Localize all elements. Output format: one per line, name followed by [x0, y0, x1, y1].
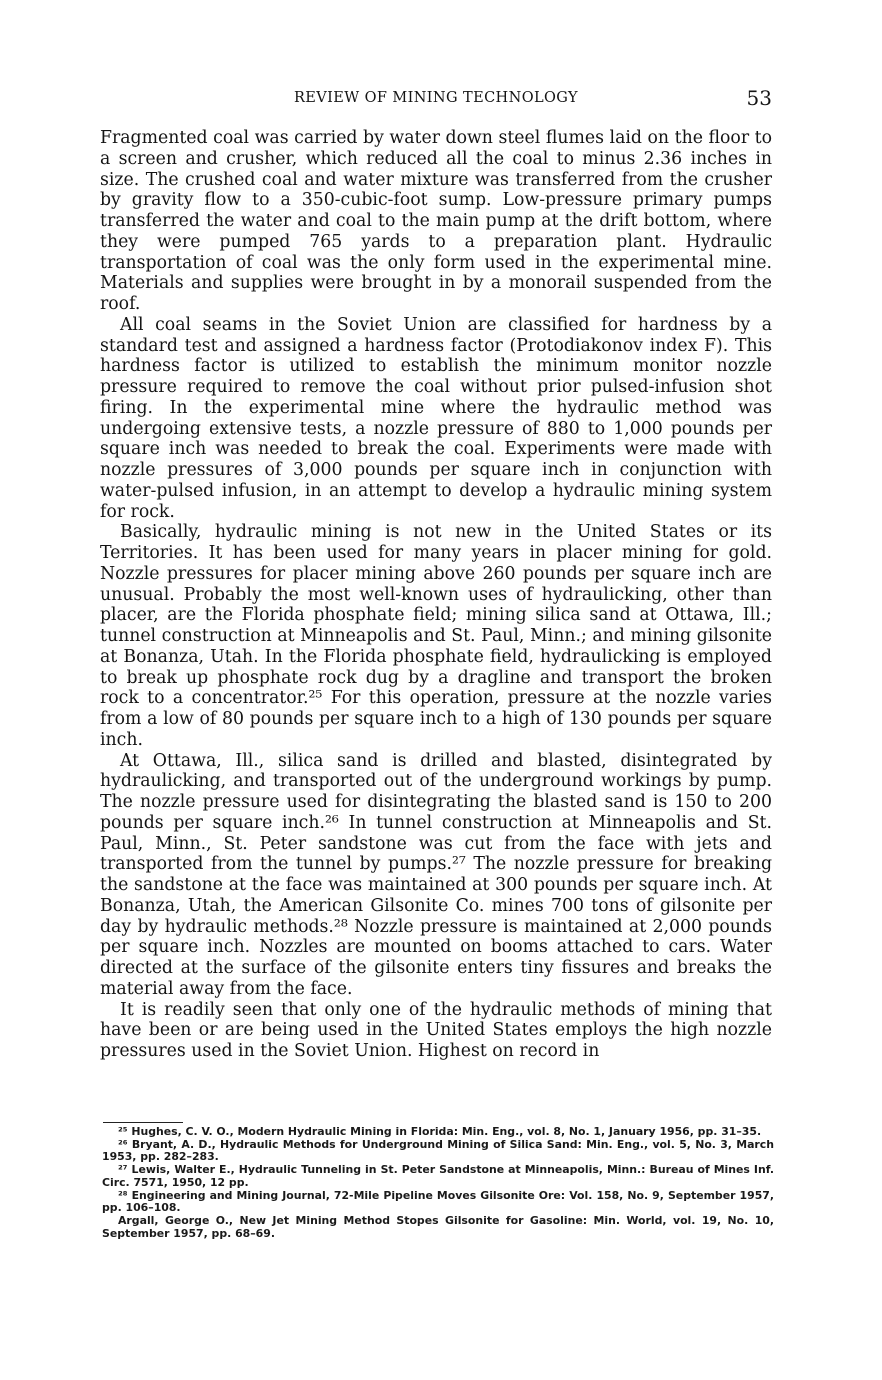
paragraph: Basically, hydraulic mining is not new in the United States or its Territories. It has been used for many years in placer mining for gold. Nozzle pressures for placer mining above 260 pounds per square inch are unusual. Probably the most well-known uses of hydraulicking, other than placer, are the Florida phosphate field; mining silica sand at Ottawa, Ill.; tunnel construction at Minneapolis and St. Paul, Minn.; and mining gilsonite at Bonanza, Utah. In the Florida phosphate field, hydraulicking is employed to break up phosphate rock dug by a dragline and transport the broken rock to a concentrator.²⁵ For this operation, pressure at the nozzle varies from a low of 80 pounds per square inch to a high of 130 pounds per square inch. — [100, 522, 772, 750]
paragraph: Fragmented coal was carried by water down steel flumes laid on the floor to a screen and crusher, which reduced all the coal to minus 2.36 inches in size. The crushed coal and water mixture was transferred from the crusher by gravity flow to a 350-cubic-foot sump. Low-pressure primary pumps transferred the water and coal to the main pump at the drift bottom, where they were pumped 765 yards to a preparation plant. Hydraulic transportation of coal was the only form used in the experimental mine. Materials and supplies were brought in by a monorail suspended from the roof. — [100, 128, 772, 314]
page-number: 53 — [746, 86, 772, 110]
footnote: ²⁶ Bryant, A. D., Hydraulic Methods for Underground Mining of Silica Sand: Min. Eng., vol. 5, No. 3, March 1953, pp. 282–283. — [102, 1137, 774, 1164]
footnote: ²⁵ Hughes, C. V. O., Modern Hydraulic Mining in Florida: Min. Eng., vol. 8, No. 1, January 1956, pp. 31–35. — [118, 1125, 762, 1138]
footnote: ²⁷ Lewis, Walter E., Hydraulic Tunneling in St. Peter Sandstone at Minneapolis, Minn.: Bureau of Mines Inf. Circ. 7571, 1950, 12 pp. — [102, 1163, 774, 1189]
body-text — [100, 128, 772, 1062]
footnote: ²⁸ Engineering and Mining Journal, 72-Mile Pipeline Moves Gilsonite Ore: Vol. 158, No. 9, September 1957, pp. 106–108. — [102, 1188, 774, 1215]
running-header — [100, 86, 772, 116]
footnote-divider — [103, 1122, 183, 1123]
running-title: REVIEW OF MINING TECHNOLOGY — [293, 90, 578, 106]
paragraph: All coal seams in the Soviet Union are classified for hardness by a standard test and assigned a hardness factor (Protodiakonov index F). This hardness factor is utilized to establish the minimum monitor nozzle pressure required to remove the coal without prior pulsed-infusion shot firing. In the experimental mine where the hydraulic method was undergoing extensive tests, a nozzle pressure of 880 to 1,000 pounds per square inch was needed to break the coal. Experiments were made with nozzle pressures of 3,000 pounds per square inch in conjunction with water-pulsed infusion, in an attempt to develop a hydraulic mining system for rock. — [100, 314, 772, 522]
footnotes — [102, 1126, 774, 1240]
paragraph: At Ottawa, Ill., silica sand is drilled and blasted, disintegrated by hydraulicking, and transported out of the underground workings by pump. The nozzle pressure used for disintegrating the blasted sand is 150 to 200 pounds per square inch.²⁶ In tunnel construction at Minneapolis and St. Paul, Minn., St. Peter sandstone was cut from the face with jets and transported from the tunnel by pumps.²⁷ The nozzle pressure for breaking the sandstone at the face was maintained at 300 pounds per square inch. At Bonanza, Utah, the American Gilsonite Co. mines 700 tons of gilsonite per day by hydraulic methods.²⁸ Nozzle pressure is maintained at 2,000 pounds per square inch. Nozzles are mounted on booms attached to cars. Water directed at the surface of the gilsonite enters tiny fissures and breaks the material away from the face. — [100, 750, 772, 999]
footnote: Argall, George O., New Jet Mining Method Stopes Gilsonite for Gasoline: Min. World, vol. 19, No. 10, September 1957, pp. 68–69. — [102, 1213, 774, 1240]
paragraph: It is readily seen that only one of the hydraulic methods of mining that have been or are being used in the United States employs the high nozzle pressures used in the Soviet Union. Highest on record in — [100, 999, 772, 1061]
